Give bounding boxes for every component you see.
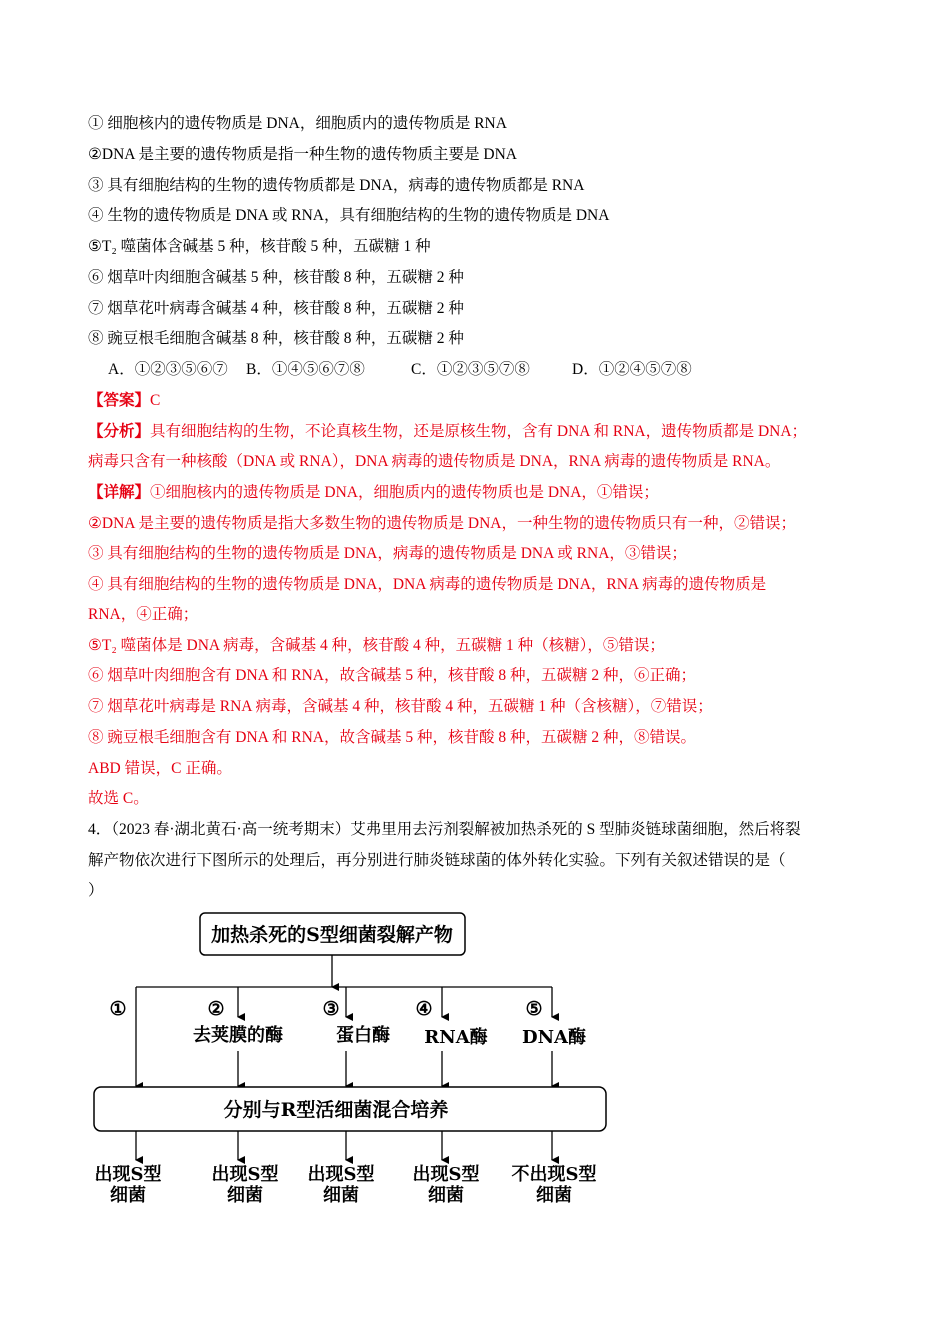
statement-8: ⑧ 豌豆根毛细胞含碱基 8 种，核苷酸 8 种，五碳糖 2 种 <box>88 330 464 347</box>
branch-num-3: ③ <box>322 998 340 1020</box>
result-5-line-1: 不出现S型 <box>511 1164 597 1185</box>
branch-num-1: ① <box>109 998 127 1020</box>
question-4-line-2: 解产物依次进行下图所示的处理后，再分别进行肺炎链球菌的体外转化实验。下列有关叙述错误的是（ <box>88 852 786 869</box>
result-2-line-2: 细菌 <box>227 1185 263 1206</box>
answer-text: C <box>150 392 161 409</box>
detail-label: 【详解】 <box>88 484 151 501</box>
branch-num-5: ⑤ <box>525 998 543 1020</box>
option-d: D．①②④⑤⑦⑧ <box>572 361 692 378</box>
detail-line-1 <box>88 482 659 504</box>
option-c: C．①②③⑤⑦⑧ <box>411 361 530 378</box>
enzyme-label-4: RNA酶 <box>424 1027 488 1048</box>
statement-4: ④ 生物的遗传物质是 DNA 或 RNA，具有细胞结构的生物的遗传物质是 DNA <box>88 207 610 224</box>
detail-line-8: ⑦ 烟草花叶病毒是 RNA 病毒，含碱基 4 种，核苷酸 4 种，五碳糖 1 种（含核糖），⑦错误； <box>88 698 713 715</box>
result-5-line-2: 细菌 <box>536 1185 572 1206</box>
answer-line <box>88 390 160 412</box>
branch-num-4: ④ <box>415 998 433 1020</box>
answer-options <box>108 359 692 381</box>
question-4-line-3: ） <box>88 882 104 899</box>
analysis-label: 【分析】 <box>88 423 151 440</box>
detail-line-4: ④ 具有细胞结构的生物的遗传物质是 DNA，DNA 病毒的遗传物质是 DNA，RNA 病毒的遗传物质是 <box>88 576 767 593</box>
detail-final-choice: 故选 C。 <box>88 790 149 807</box>
experiment-flow-diagram <box>88 908 618 1208</box>
detail-conclusion: ABD 错误，C 正确。 <box>88 760 232 777</box>
answer-label: 【答案】 <box>88 392 151 409</box>
statement-3: ③ 具有细胞结构的生物的遗传物质都是 DNA，病毒的遗传物质都是 RNA <box>88 177 585 194</box>
result-4-line-2: 细菌 <box>428 1185 464 1206</box>
detail-line-7: ⑥ 烟草叶肉细胞含有 DNA 和 RNA，故含碱基 5 种，核苷酸 8 种，五碳糖 2 种，⑥正确； <box>88 667 696 684</box>
result-2-line-1: 出现S型 <box>211 1164 279 1185</box>
branch-num-2: ② <box>207 998 225 1020</box>
option-b: B．①④⑤⑥⑦⑧ <box>246 361 365 378</box>
result-3-line-2: 细菌 <box>323 1185 359 1206</box>
result-4-line-1: 出现S型 <box>412 1164 480 1185</box>
statement-6: ⑥ 烟草叶肉细胞含碱基 5 种，核苷酸 8 种，五碳糖 2 种 <box>88 269 464 286</box>
enzyme-label-5: DNA酶 <box>521 1027 587 1048</box>
statement-1: ① 细胞核内的遗传物质是 DNA，细胞质内的遗传物质是 RNA <box>88 115 507 132</box>
result-1-line-1: 出现S型 <box>94 1164 162 1185</box>
lysate-box-label: 加热杀死的S型细菌裂解产物 <box>211 924 453 946</box>
enzyme-label-2: 去荚膜的酶 <box>193 1025 283 1046</box>
result-1-line-2: 细菌 <box>110 1185 146 1206</box>
statement-7: ⑦ 烟草花叶病毒含碱基 4 种，核苷酸 8 种，五碳糖 2 种 <box>88 300 464 317</box>
detail-line-2: ②DNA 是主要的遗传物质是指大多数生物的遗传物质是 DNA，一种生物的遗传物质只有一种，②错误； <box>88 515 796 532</box>
detail-line-9: ⑧ 豌豆根毛细胞含有 DNA 和 RNA，故含碱基 5 种，核苷酸 8 种，五碳糖 2 种，⑧错误。 <box>88 729 696 746</box>
detail-line-5: RNA，④正确； <box>88 606 199 623</box>
detail-line-6: ⑤T₂ 噬菌体是 DNA 病毒，含碱基 4 种，核苷酸 4 种，五碳糖 1 种（核糖），⑤错误； <box>88 637 665 654</box>
result-3-line-1: 出现S型 <box>307 1164 375 1185</box>
detail-text-1: ①细胞核内的遗传物质是 DNA，细胞质内的遗传物质也是 DNA，①错误； <box>150 484 659 501</box>
culture-box-label: 分别与R型活细菌混合培养 <box>223 1099 449 1121</box>
statement-5: ⑤T₂ 噬菌体含碱基 5 种，核苷酸 5 种，五碳糖 1 种 <box>88 238 431 255</box>
question-4-line-1: 4．（2023 春·湖北黄石·高一统考期末）艾弗里用去污剂裂解被加热杀死的 S 型肺炎链球菌细胞，然后将裂 <box>88 821 801 838</box>
enzyme-label-3: 蛋白酶 <box>336 1025 390 1046</box>
option-a: A．①②③⑤⑥⑦ <box>108 361 228 378</box>
analysis-line-2: 病毒只含有一种核酸（DNA 或 RNA），DNA 病毒的遗传物质是 DNA，RNA 病毒的遗传物质是 RNA。 <box>88 453 781 470</box>
analysis-text-1: 具有细胞结构的生物，不论真核生物，还是原核生物，含有 DNA 和 RNA，遗传物质都是 DNA； <box>150 423 808 440</box>
analysis-line-1 <box>88 421 807 443</box>
statement-2: ②DNA 是主要的遗传物质是指一种生物的遗传物质主要是 DNA <box>88 146 517 163</box>
detail-line-3: ③ 具有细胞结构的生物的遗传物质是 DNA，病毒的遗传物质是 DNA 或 RNA，③错误； <box>88 545 687 562</box>
